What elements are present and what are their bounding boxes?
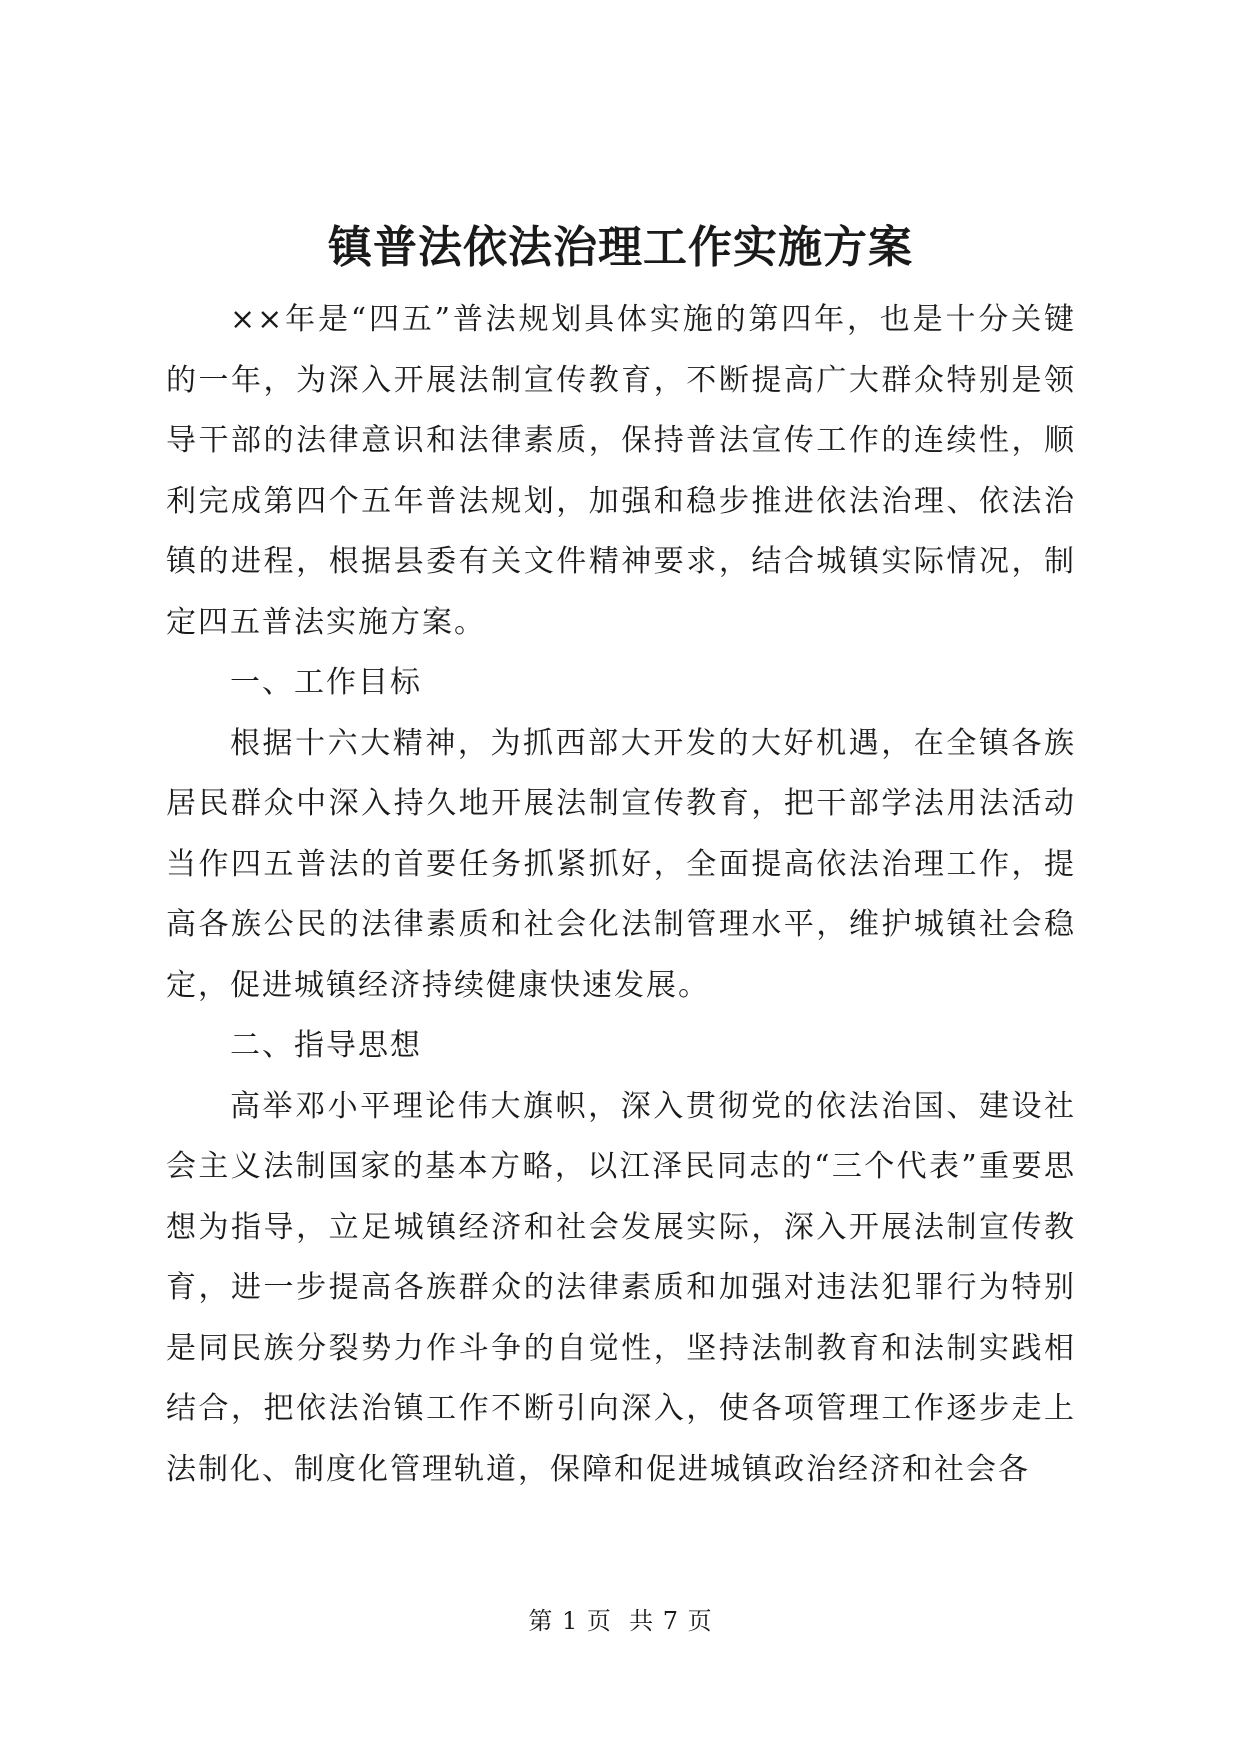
goals-paragraph: 根据十六大精神，为抓西部大开发的大好机遇，在全镇各族居民群众中深入持久地开展法制宣传教育，把干部学法用法活动当作四五普法的首要任务抓紧抓好，全面提高依法治理工作，提高各族公民的法律素质和社会化法制管理水平，维护城镇社会稳定，促进城镇经济持续健康快速发展。 (166, 725, 1076, 1003)
section-heading-goals: 一、工作目标 (230, 665, 422, 700)
intro-paragraph: ××年是“四五”普法规划具体实施的第四年，也是十分关键的一年，为深入开展法制宣传教育，不断提高广大群众特别是领导干部的法律意识和法律素质，保持普法宣传工作的连续性，顺利完成第四个五年普法规划，加强和稳步推进依法治理、依法治镇的进程，根据县委有关文件精神要求，结合城镇实际情况，制定四五普法实施方案。 (166, 302, 1076, 640)
guiding-ideology-paragraph: 高举邓小平理论伟大旗帜，深入贯彻党的依法治国、建设社会主义法制国家的基本方略，以江泽民同志的“三个代表”重要思想为指导，立足城镇经济和社会发展实际，深入开展法制宣传教育，进一步提高各族群众的法律素质和加强对违法犯罪行为特别是同民族分裂势力作斗争的自觉性，坚持法制教育和法制实践相结合，把依法治镇工作不断引向深入，使各项管理工作逐步走上法制化、制度化管理轨道，保障和促进城镇政治经济和社会各 (166, 1088, 1076, 1487)
page-footer (0, 1604, 1241, 1638)
section-heading-guiding-ideology: 二、指导思想 (230, 1028, 422, 1063)
document-title: 镇普法依法治理工作实施方案 (328, 222, 913, 273)
page-number: 第 1 页 共 7 页 (528, 1607, 713, 1635)
document-body (166, 290, 1076, 1500)
